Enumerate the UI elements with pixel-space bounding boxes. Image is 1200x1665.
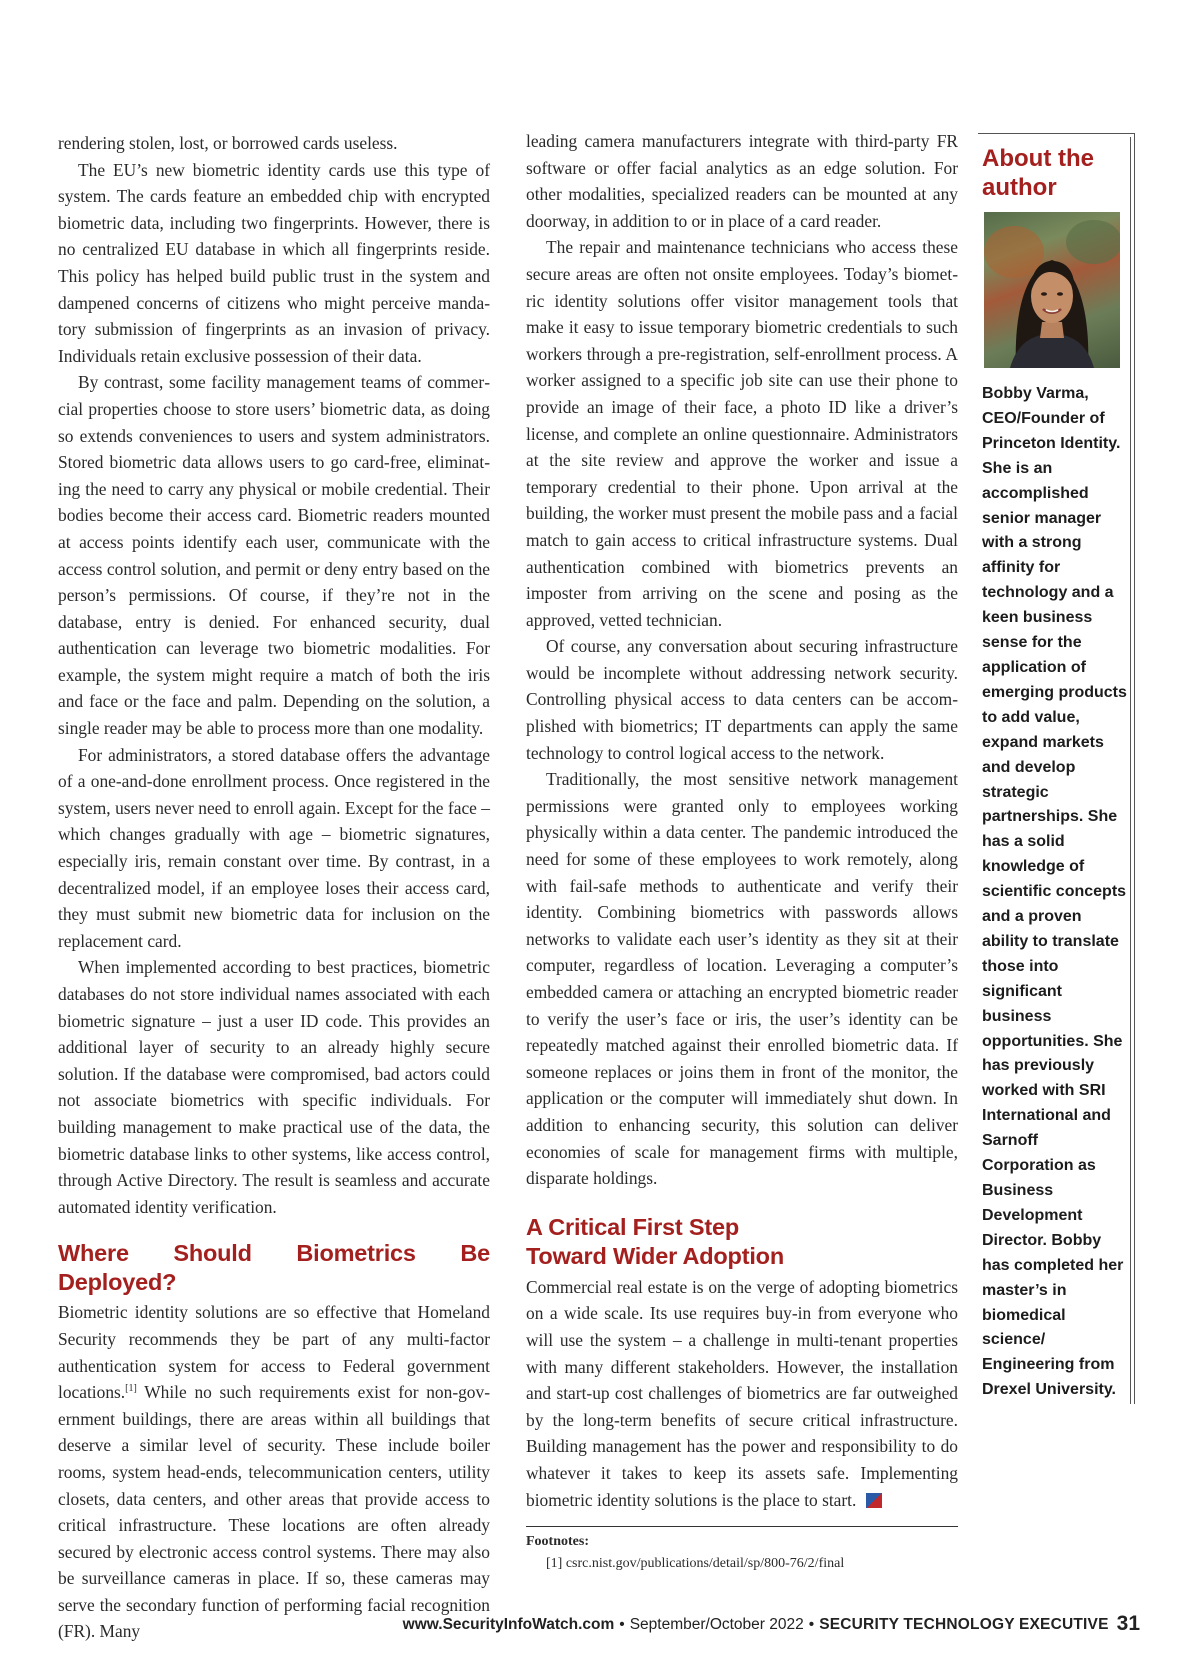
sidebar-title xyxy=(982,144,1122,202)
paragraph: When implemented according to best practices, biometric databases do not store individual names associated with each biometric signature – just a user ID code. This provides an additional layer of security to an already highly secure solution. If the database were compromised, bad actors could not associate biometrics with specific individuals. For building management to make practical use of the data, the biometric database links to other systems, like access control, through Active Directory. The result is seamless and accurate automated identity verification. xyxy=(58,957,490,1217)
section-heading: Where Should Biometrics Be Deployed? xyxy=(58,1240,490,1296)
paragraph: By contrast, some facility management teams of commercial properties choose to store users’ biometric data, as doing so extends conveniences to users and system administrators. Stored biometric data allows users to go card-free, eliminating the need to carry any physical or mobile credential. Their bodies become their access card. Biometric readers mounted at access points identify each user, communicate with the access control solution, and permit or deny entry based on the person’s permissions. Of course, if they’re not in the database, entry is denied. For enhanced security, dual authentication can leverage two biometric modalities. For example, the system might require a match of both the iris and face or the face and palm. Depending on the solution, a single reader may be able to process more than one modality. xyxy=(58,372,490,739)
portrait-illustration xyxy=(984,212,1120,368)
paragraph: Traditionally, the most sensitive network management permissions were granted only to employees working physically within a data center. The pandemic introduced the need for some of these employees to work remotely, along with fail-safe methods to authenticate and verify their identity. Combining biometrics with passwords allows networks to validate each user’s identity as they sit at their computer, regardless of location. Leveraging a computer’s embedded camera or attaching an encrypted biometric reader to verify the user’s face or iris, the user’s identity can be repeatedly matched against their enrolled biometric data. If someone replaces or joins them in front of the monitor, the application or the computer will immediately shut down. In addition to enhancing security, this solution can deliver economies of scale for management firms with multiple, disparate holdings. xyxy=(526,769,958,1189)
paragraph-text: While no such requirements exist for non-government buildings, there are areas within all buildings that deserve a similar level of security. These include boiler rooms, system head-ends, telecommunication centers, utility closets, data centers, and other areas that provide access to critical infrastructure. These locations are often already secured by electronic access control systems. There may also be surveillance cameras in place. If so, these cameras may serve the secondary function of performing facial recognition (FR). Many xyxy=(58,1382,490,1642)
footnote-item: [1] csrc.nist.gov/publications/detail/sp/800-76/2/final xyxy=(546,1556,845,1571)
footer-separator: • xyxy=(808,1616,815,1633)
footnote-reference: [1] xyxy=(125,1383,137,1395)
paragraph: For administrators, a stored database offers the advantage of a one-and-done enrollment process. Once registered in the system, users never need to enroll again. Except for the face – which changes gradually with age – biometric signatures, especially iris, remain constant over time. By contrast, in a decentralized model, if an employee loses their access card, they must submit new biometric data for inclusion on the replacement card. xyxy=(58,744,490,951)
footer-magazine: SECURITY TECHNOLOGY EXECUTIVE xyxy=(819,1616,1109,1633)
paragraph-text: Biometric identity solutions are so effective that Homeland Security recommends they be part of any multi-factor authentication system for access to Federal government locations. xyxy=(58,1302,490,1403)
paragraph: Of course, any conversation about securing infrastructure would be incomplete without addressing network security. Controlling physical access to data centers can be accomplished with biometrics; IT departments can apply the same technology to control logical access to the network. xyxy=(526,636,958,763)
end-of-article-icon xyxy=(866,1493,882,1508)
page-footer xyxy=(403,1612,1140,1636)
section-heading xyxy=(526,1213,958,1271)
sidebar-title-line: author xyxy=(982,174,1057,201)
right-column xyxy=(526,128,958,1513)
author-bio: Bobby Varma, CEO/Founder of Princeton Identity. She is an accomplished senior manager with a strong affinity for technology and a keen business sense for the application of emerging products to add value, expand markets and develop strategic partnerships. She has a solid knowledge of scientific concepts and a proven ability to translate those into significant business opportunities. She has previously worked with SRI International and Sarnoff Corporation as Business Development Director. Bobby has completed her master’s in biomedical science/ Engineering from Drexel University. xyxy=(982,385,1127,1399)
paragraph: rendering stolen, lost, or borrowed cards useless. xyxy=(58,133,398,153)
footer-issue: September/October 2022 xyxy=(629,1616,804,1633)
footer-separator: • xyxy=(619,1616,625,1633)
paragraph: leading camera manufacturers integrate with third-party FR software or offer facial analytics as an edge solution. For other modalities, specialized readers can be mounted at any doorway, in addition to or in place of a card reader. xyxy=(526,131,958,231)
author-photo xyxy=(984,212,1120,368)
footnotes-title: Footnotes: xyxy=(526,1534,589,1549)
footnotes xyxy=(526,1526,958,1572)
section-heading-line: Toward Wider Adoption xyxy=(526,1242,784,1269)
paragraph-text: Commercial real estate is on the verge of adopting biometrics on a wide scale. Its use requires buy-in from everyone who will use the system – a challenge in multi-tenant properties with many different stakeholders. However, the installation and start-up cost challenges of biometrics are far outweighed by the long-term benefits of secure critical infrastructure. Building management has the power and responsibility to do whatever it takes to keep its assets safe. Implementing biometric identity solutions is the place to start. xyxy=(526,1276,958,1510)
left-column xyxy=(58,130,490,1645)
paragraph xyxy=(58,1299,490,1645)
footer-website: www.SecurityInfoWatch.com xyxy=(402,1616,615,1633)
about-author-sidebar xyxy=(978,133,1135,1404)
paragraph: The repair and maintenance technicians who access these secure areas are often not onsite employees. Today’s biometric identity solutions offer visitor management tools that make it easy to issue temporary biometric credentials to such workers through a pre-registration, self-enrollment process. A worker assigned to a specific job site can use their phone to provide an image of their face, a photo ID like a driver’s license, and complete an online questionnaire. Administrators at the site review and approve the worker and issue a temporary credential to their phone. Upon arrival at the building, the worker must present the mobile pass and a facial match to gain access to critical infrastructure systems. Dual authentication combined with biometrics prevents an imposter from arriving on the scene and posing as the approved, vetted technician. xyxy=(526,237,958,630)
paragraph xyxy=(526,1274,958,1513)
paragraph: The EU’s new biometric identity cards use this type of system. The cards feature an embedded chip with encrypted biometric data, including two fingerprints. However, there is no centralized EU database in which all fingerprints reside. This policy has helped build public trust in the system and dampened concerns of citizens who might perceive mandatory submission of fingerprints as an invasion of privacy. Individuals retain exclusive possession of their data. xyxy=(58,159,490,366)
page-number: 31 xyxy=(1116,1612,1140,1635)
section-heading-line: A Critical First Step xyxy=(526,1213,740,1240)
sidebar-title-line: About the xyxy=(982,145,1094,172)
